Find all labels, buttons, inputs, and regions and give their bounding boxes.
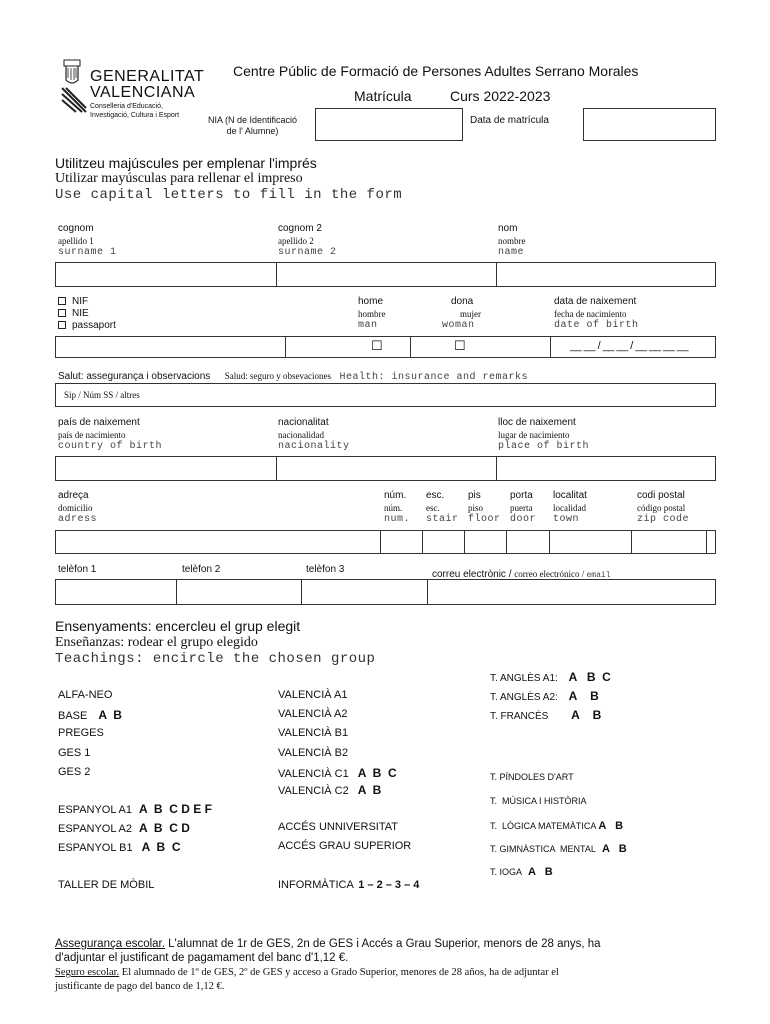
course-label: VALENCIÀ A1 xyxy=(278,689,348,701)
course-groups[interactable]: A B xyxy=(568,689,599,703)
course-angles-a2[interactable] xyxy=(490,689,599,703)
passport-checkbox[interactable] xyxy=(58,321,66,329)
floor-es: piso xyxy=(468,503,484,513)
door-en: door xyxy=(510,514,537,525)
birthplace-label xyxy=(498,417,589,453)
nie-checkbox[interactable] xyxy=(58,309,66,317)
zip-es: código postal xyxy=(637,503,686,513)
stair-label xyxy=(426,490,459,526)
nationality-label xyxy=(278,417,350,453)
course-label: T. PÍNDOLES D'ART xyxy=(490,772,574,782)
course-base[interactable] xyxy=(58,708,122,722)
stair-cat: esc. xyxy=(426,490,445,501)
course-label: T. IOGA xyxy=(490,867,522,877)
school-name: Centre Públic de Formació de Persones Adultes Serrano Morales xyxy=(233,63,639,79)
logo-line2: VALENCIANA xyxy=(90,84,196,101)
surname1-es: apellido 1 xyxy=(58,236,94,246)
form-title: Matrícula xyxy=(354,88,412,104)
email-cat: correu electrònic / xyxy=(432,569,515,580)
identity-row xyxy=(55,336,716,358)
course-ges1[interactable] xyxy=(58,747,90,759)
instruction-cat: Utilitzeu majúscules per emplenar l'imprés xyxy=(55,155,317,171)
birthplace-cat: lloc de naixement xyxy=(498,417,576,428)
doc-type-nif[interactable] xyxy=(58,296,116,308)
address-label xyxy=(58,490,97,526)
address-en: adress xyxy=(58,514,98,525)
course-label: ALFA-NEO xyxy=(58,689,113,701)
nia-label-line2: de l' Alumne) xyxy=(226,126,279,136)
town-label xyxy=(553,490,587,526)
course-label: ACCÉS GRAU SUPERIOR xyxy=(278,840,412,852)
door-field[interactable] xyxy=(507,531,549,553)
health-label xyxy=(58,366,528,384)
birthplace-es: lugar de nacimiento xyxy=(498,430,570,440)
id-number-field[interactable] xyxy=(56,337,285,357)
course-espanyol-b1[interactable] xyxy=(58,840,181,854)
generalitat-emblem-icon xyxy=(60,58,90,114)
nie-label: NIE xyxy=(72,308,89,319)
course-logica-matematica[interactable] xyxy=(490,820,623,832)
door-es: puerta xyxy=(510,503,533,513)
insurance-title-es: Seguro escolar. xyxy=(55,967,120,978)
course-acces-grau-superior[interactable] xyxy=(278,840,411,852)
country-field[interactable] xyxy=(56,457,276,480)
course-label: T. MÚSICA I HISTÒRIA xyxy=(490,796,587,806)
dob-cat: data de naixement xyxy=(554,296,637,307)
surname1-field[interactable] xyxy=(56,263,276,286)
num-field[interactable] xyxy=(381,531,422,553)
health-field[interactable] xyxy=(55,383,716,407)
woman-en: woman xyxy=(442,320,475,331)
course-gimnastica-mental[interactable] xyxy=(490,843,627,855)
insurance-note-es xyxy=(55,966,559,994)
course-groups[interactable]: A B xyxy=(98,708,122,722)
name-es: nombre xyxy=(498,236,526,246)
email-es: correo electrónico / xyxy=(514,569,587,579)
woman-cat: dona xyxy=(451,296,474,307)
num-en: num. xyxy=(384,514,411,525)
zip-label xyxy=(637,490,689,526)
teachings-cat: Ensenyaments: encercleu el grup elegit xyxy=(55,618,301,634)
town-field[interactable] xyxy=(550,531,631,553)
course-label: ESPANYOL A2 xyxy=(58,823,132,835)
course-year: Curs 2022-2023 xyxy=(450,88,551,104)
birthplace-en: place of birth xyxy=(498,441,590,452)
course-valencia-c2[interactable] xyxy=(278,783,381,797)
num-label xyxy=(384,490,410,526)
course-label: PREGES xyxy=(58,727,104,739)
num-es: núm. xyxy=(384,503,403,513)
course-acces-universitat[interactable] xyxy=(278,821,398,833)
town-en: town xyxy=(553,514,580,525)
course-valencia-b2[interactable] xyxy=(278,747,348,759)
town-cat: localitat xyxy=(553,490,587,501)
zip-cat: codi postal xyxy=(637,490,685,501)
course-label: T. ANGLÈS A1: xyxy=(490,673,558,684)
door-label xyxy=(510,490,536,526)
man-checkbox[interactable]: ☐ xyxy=(371,338,383,353)
course-ioga[interactable] xyxy=(490,866,553,878)
dob-field[interactable]: __ __ / __ __ / __ __ __ __ xyxy=(570,340,689,352)
course-label: GES 2 xyxy=(58,766,91,778)
course-label: BASE xyxy=(58,710,88,722)
course-label: INFORMÀTICA xyxy=(278,879,354,891)
stair-es: esc. xyxy=(426,503,440,513)
course-label: T. GIMNÀSTICA MENTAL xyxy=(490,844,596,854)
zip-field[interactable] xyxy=(632,531,706,553)
enrollment-date-label: Data de matrícula xyxy=(470,115,549,126)
health-field-label: Sip / Núm SS / altres xyxy=(64,390,140,400)
birthplace-field[interactable] xyxy=(497,457,715,480)
health-es: Salud: seguro y obsevaciones xyxy=(224,371,331,381)
course-label: T. ANGLÈS A2: xyxy=(490,692,558,703)
man-label xyxy=(358,296,386,332)
dob-label xyxy=(554,296,639,332)
woman-es: mujer xyxy=(460,309,481,319)
nif-checkbox[interactable] xyxy=(58,297,66,305)
surname2-label xyxy=(278,223,337,259)
course-taller-mobil[interactable] xyxy=(58,879,154,891)
insurance-text-es: El alumnado de 1º de GES, 2º de GES y acceso a Grado Superior, menores de 28 años, ha de adjuntar el xyxy=(119,967,559,978)
logo-sub1: Conselleria d'Educació, xyxy=(90,103,163,110)
nationality-es: nacionalidad xyxy=(278,430,324,440)
course-label: VALENCIÀ B2 xyxy=(278,747,349,759)
name-cat: nom xyxy=(498,223,518,234)
floor-field[interactable] xyxy=(465,531,506,553)
woman-label xyxy=(442,296,481,332)
door-cat: porta xyxy=(510,490,533,501)
course-frances[interactable] xyxy=(490,708,601,722)
course-groups[interactable]: A B C xyxy=(568,670,611,684)
dob-es: fecha de nacimiento xyxy=(554,309,627,319)
name-label xyxy=(498,223,526,259)
course-valencia-b1[interactable] xyxy=(278,727,348,739)
course-valencia-a2[interactable] xyxy=(278,708,348,720)
course-label: ESPANYOL A1 xyxy=(58,804,132,816)
logo xyxy=(60,58,210,128)
country-cat: país de naixement xyxy=(58,417,140,428)
nia-label-line1: NIA (N de Identificació xyxy=(208,115,298,125)
enrollment-date-field[interactable] xyxy=(583,108,716,141)
phone1-label: telèfon 1 xyxy=(58,564,97,575)
course-informatica[interactable] xyxy=(278,879,419,891)
address-field[interactable] xyxy=(56,531,380,553)
name-en: name xyxy=(498,247,525,258)
course-label: VALENCIÀ A2 xyxy=(278,708,348,720)
logo-line1: GENERALITAT xyxy=(90,68,205,85)
course-groups[interactable]: A B xyxy=(602,843,627,855)
nationality-field[interactable] xyxy=(277,457,496,480)
nif-label: NIF xyxy=(72,296,89,307)
email-en: email xyxy=(586,571,611,580)
insurance-text-es-2: justificante de pago del banco de 1,12 €. xyxy=(55,981,225,992)
insurance-title-cat: Assegurança escolar. xyxy=(55,938,165,950)
dob-en: date of birth xyxy=(554,320,639,331)
course-groups[interactable]: A B xyxy=(357,783,382,797)
nationality-en: nacionality xyxy=(278,441,350,452)
course-label: VALENCIÀ C2 xyxy=(278,785,349,797)
phone2-label: telèfon 2 xyxy=(182,564,221,575)
contact-row xyxy=(55,579,716,605)
course-valencia-a1[interactable] xyxy=(278,689,348,701)
course-angles-a1[interactable] xyxy=(490,670,611,684)
course-groups[interactable]: A B C xyxy=(141,840,181,854)
course-groups[interactable]: A B C D E F xyxy=(139,802,212,816)
email-field[interactable] xyxy=(428,580,715,604)
course-label: ACCÉS UNNIVERSITAT xyxy=(278,821,398,833)
course-groups[interactable]: A B C xyxy=(357,766,397,780)
man-en: man xyxy=(358,320,378,331)
surname1-cat: cognom xyxy=(58,223,94,234)
instruction-en: Use capital letters to fill in the form xyxy=(55,187,403,203)
course-groups[interactable]: 1 – 2 – 3 – 4 xyxy=(358,879,420,891)
woman-checkbox[interactable]: ☐ xyxy=(454,338,466,353)
course-alfa-neo[interactable] xyxy=(58,689,112,701)
names-row xyxy=(55,262,716,287)
course-espanyol-a1[interactable] xyxy=(58,802,212,816)
course-ges2[interactable] xyxy=(58,766,90,778)
country-es: país de nacimiento xyxy=(58,430,126,440)
doc-type-passport[interactable] xyxy=(58,320,116,332)
course-label: VALENCIÀ B1 xyxy=(278,727,349,739)
phone3-label: telèfon 3 xyxy=(306,564,345,575)
health-cat: Salut: assegurança i observacions xyxy=(58,371,211,382)
health-en: Health: insurance and remarks xyxy=(339,372,528,383)
course-label: GES 1 xyxy=(58,747,91,759)
insurance-text-cat: L'alumnat de 1r de GES, 2n de GES i Accés a Grau Superior, menors de 28 anys, ha xyxy=(164,938,601,950)
stair-field[interactable] xyxy=(423,531,464,553)
insurance-text-cat-2: d'adjuntar el justificant de pagamament del banc d'1,12 €. xyxy=(55,952,349,964)
phone1-field[interactable] xyxy=(56,580,176,604)
course-pindoles-art[interactable] xyxy=(490,772,574,782)
zip-en: zip code xyxy=(637,514,690,525)
floor-label xyxy=(468,490,501,526)
surname2-es: apellido 2 xyxy=(278,236,314,246)
floor-en: floor xyxy=(468,514,501,525)
surname1-label xyxy=(58,223,117,259)
course-label: T. LÒGICA MATEMÀTICA xyxy=(490,821,596,831)
phone3-field[interactable] xyxy=(302,580,427,604)
course-preges[interactable] xyxy=(58,727,104,739)
course-groups[interactable]: A B xyxy=(528,866,553,878)
course-musica-historia[interactable] xyxy=(490,796,587,806)
instruction-es: Utilizar mayúsculas para rellenar el impreso xyxy=(55,171,303,186)
doc-type-nie[interactable] xyxy=(58,308,116,320)
address-row xyxy=(55,530,716,554)
phone2-field[interactable] xyxy=(177,580,301,604)
name-field[interactable] xyxy=(497,263,715,286)
nia-field[interactable] xyxy=(315,108,463,141)
address-es: domicilio xyxy=(58,503,93,513)
course-label: VALENCIÀ C1 xyxy=(278,768,349,780)
course-espanyol-a2[interactable] xyxy=(58,821,190,835)
country-en: country of birth xyxy=(58,441,163,452)
course-groups[interactable]: A B xyxy=(598,820,624,832)
course-groups[interactable]: A B xyxy=(571,708,602,722)
logo-sub2: Investigació, Cultura i Esport xyxy=(90,112,180,119)
course-label: T. FRANCÉS xyxy=(490,711,549,722)
country-label xyxy=(58,417,162,453)
man-cat: home xyxy=(358,296,384,307)
teachings-es: Enseñanzas: rodear el grupo elegido xyxy=(55,635,258,650)
course-label: TALLER DE MÒBIL xyxy=(58,879,155,891)
num-cat: núm. xyxy=(384,490,407,501)
doc-type-list xyxy=(58,296,116,332)
passport-label: passaport xyxy=(72,320,116,331)
insurance-note-cat xyxy=(55,937,601,965)
surname2-cat: cognom 2 xyxy=(278,223,322,234)
man-es: hombre xyxy=(358,309,386,319)
birth-row xyxy=(55,456,716,481)
course-groups[interactable]: A B C D xyxy=(139,821,190,835)
teachings-en: Teachings: encircle the chosen group xyxy=(55,651,376,667)
town-es: localidad xyxy=(553,503,586,513)
floor-cat: pis xyxy=(468,490,481,501)
course-valencia-c1[interactable] xyxy=(278,766,397,780)
course-label: ESPANYOL B1 xyxy=(58,842,133,854)
stair-en: stair xyxy=(426,514,459,525)
surname2-field[interactable] xyxy=(277,263,496,286)
nationality-cat: nacionalitat xyxy=(278,417,329,428)
address-cat: adreça xyxy=(58,490,89,501)
nia-label xyxy=(208,115,297,137)
surname1-en: surname 1 xyxy=(58,247,117,258)
surname2-en: surname 2 xyxy=(278,247,337,258)
